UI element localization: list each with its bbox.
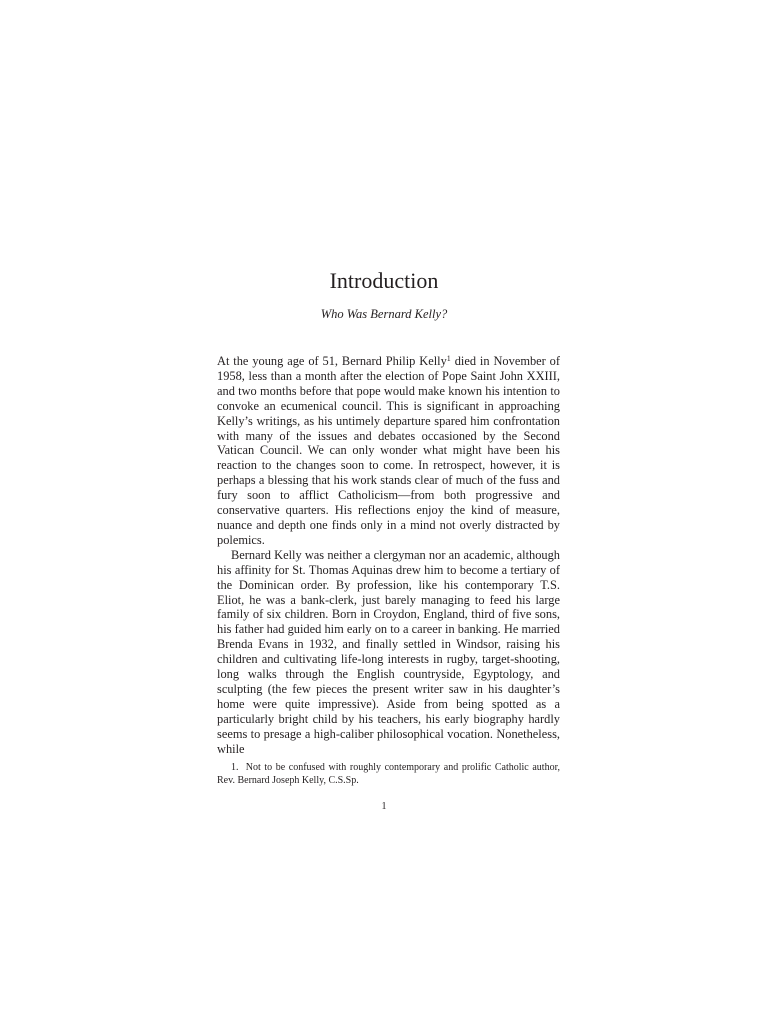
footnote [217,762,560,787]
footnote-number: 1. [231,762,239,773]
footnote-body [217,762,560,787]
paragraph-1-text-end: died in November of 1958, less than a month after the election of Pope Saint John XXIII, and two months before that pope would make known his intention to convoke an ecumenical council. This is significant in approaching Kelly’s writings, as his untimely departure spared him confrontation with many of the issues and debates occasioned by the Second Vatican Council. We can only wonder what might have been his reaction to the changes soon to come. In retrospect, however, it is perhaps a blessing that his work stands clear of much of the fuss and fury soon to afflict Catholicism—from both progressive and conservative quarters. His reflections enjoy the kind of measure, nuance and depth one finds only in a mind not overly distracted by polemics. [217,354,561,547]
page-number: 1 [381,801,387,812]
chapter-title: Introduction [329,268,439,293]
paragraph-1 [217,354,560,548]
paragraph-1-text-start: At the young age of 51, Bernard Philip Kelly [217,354,447,368]
paragraph-2: Bernard Kelly was neither a clergyman nor an academic, although his affinity for St. Thomas Aquinas drew him to become a tertiary of the Dominican order. By profession, like his contemporary T.S. Eliot, he was a bank-clerk, just barely managing to feed his large family of six children. Born in Croydon, England, third of five sons, his father had guided him early on to a career in banking. He married Brenda Evans in 1932, and finally settled in Windsor, raising his children and cultivating life-long interests in rugby, target-shooting, long walks through the English countryside, Egyptology, and sculpting (the few pieces the present writer saw in his daughter’s home were quite impressive). Aside from being spotted as a particularly bright child by his teachers, his early biography hardly seems to presage a high-caliber philosophical vocation. Nonetheless, while [217,547,560,756]
chapter-subtitle: Who Was Bernard Kelly? [320,307,448,321]
footnote-reference: 1 [446,354,451,363]
body-text [217,354,560,756]
footnote-text: Not to be confused with roughly contemporary and prolific Catholic author, Rev. Bernard Joseph Kelly, C.S.Sp. [217,762,561,786]
